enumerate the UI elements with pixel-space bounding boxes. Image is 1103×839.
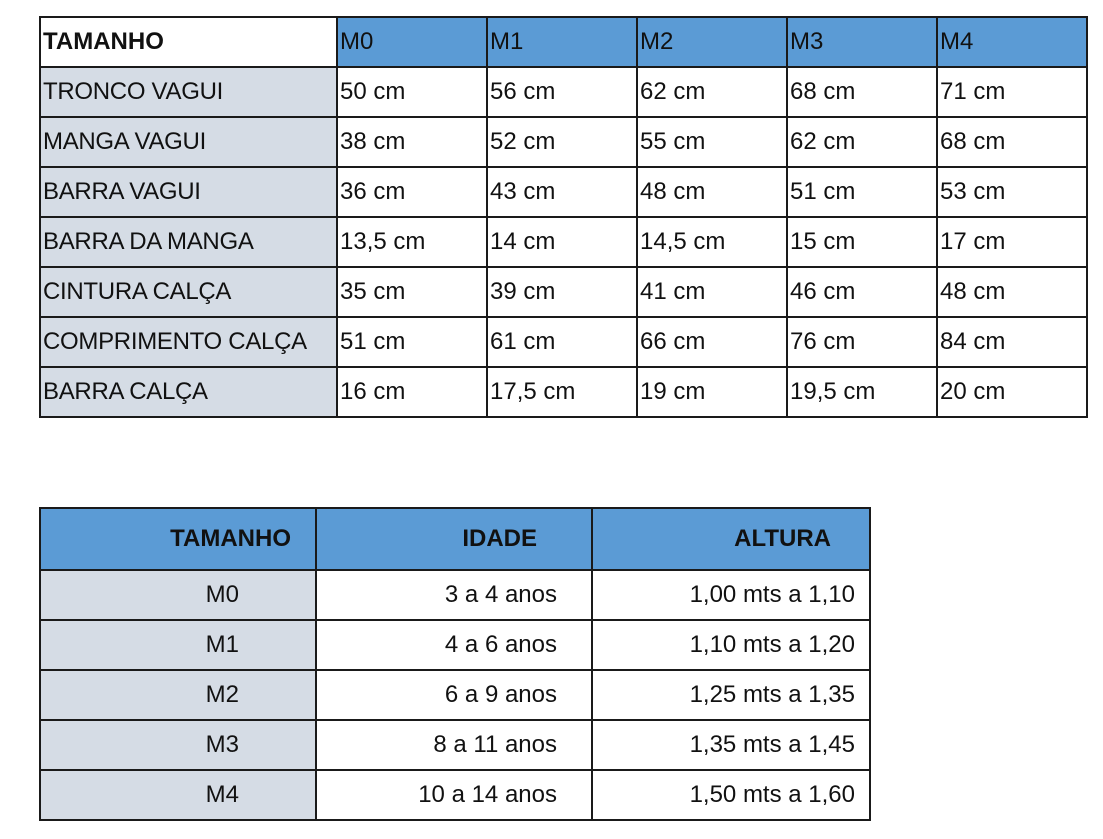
table-cell: 14,5 cm [637,217,787,267]
size-header-m3: M3 [787,17,937,67]
table-cell: 17,5 cm [487,367,637,417]
table-cell: 53 cm [937,167,1087,217]
table-row [40,670,870,720]
measurements-table [39,16,1088,418]
age-table-header-row [40,508,870,570]
age-cell: 10 a 14 anos [316,770,592,820]
row-label: CINTURA CALÇA [40,267,337,317]
table-cell: 17 cm [937,217,1087,267]
age-table-header-size: TAMANHO [40,508,316,570]
table-cell: 20 cm [937,367,1087,417]
height-cell: 1,00 mts a 1,10 [592,570,870,620]
table-cell: 43 cm [487,167,637,217]
age-table-header-age: IDADE [316,508,592,570]
table-cell: 15 cm [787,217,937,267]
table-cell: 66 cm [637,317,787,367]
table-row [40,367,1087,417]
height-cell: 1,25 mts a 1,35 [592,670,870,720]
table-cell: 55 cm [637,117,787,167]
table-cell: 52 cm [487,117,637,167]
size-cell: M0 [40,570,316,620]
table-row [40,217,1087,267]
table-row [40,620,870,670]
row-label: TRONCO VAGUI [40,67,337,117]
measurements-header-label: TAMANHO [40,17,337,67]
table-cell: 19 cm [637,367,787,417]
row-label: MANGA VAGUI [40,117,337,167]
table-row [40,770,870,820]
table-cell: 13,5 cm [337,217,487,267]
age-cell: 3 a 4 anos [316,570,592,620]
table-cell: 41 cm [637,267,787,317]
table-cell: 51 cm [337,317,487,367]
row-label: COMPRIMENTO CALÇA [40,317,337,367]
table-row [40,267,1087,317]
table-cell: 76 cm [787,317,937,367]
table-row [40,67,1087,117]
table-cell: 35 cm [337,267,487,317]
table-row [40,167,1087,217]
table-cell: 36 cm [337,167,487,217]
measurements-header-row [40,17,1087,67]
size-header-m4: M4 [937,17,1087,67]
table-cell: 46 cm [787,267,937,317]
size-cell: M3 [40,720,316,770]
table-cell: 68 cm [787,67,937,117]
age-cell: 6 a 9 anos [316,670,592,720]
height-cell: 1,50 mts a 1,60 [592,770,870,820]
table-cell: 39 cm [487,267,637,317]
table-row [40,117,1087,167]
table-row [40,570,870,620]
table-cell: 50 cm [337,67,487,117]
size-header-m2: M2 [637,17,787,67]
table-cell: 62 cm [637,67,787,117]
table-cell: 48 cm [937,267,1087,317]
size-cell: M1 [40,620,316,670]
table-cell: 84 cm [937,317,1087,367]
table-cell: 38 cm [337,117,487,167]
table-cell: 61 cm [487,317,637,367]
row-label: BARRA DA MANGA [40,217,337,267]
size-cell: M4 [40,770,316,820]
height-cell: 1,10 mts a 1,20 [592,620,870,670]
table-cell: 14 cm [487,217,637,267]
age-cell: 8 a 11 anos [316,720,592,770]
table-cell: 19,5 cm [787,367,937,417]
size-header-m0: M0 [337,17,487,67]
height-cell: 1,35 mts a 1,45 [592,720,870,770]
table-cell: 16 cm [337,367,487,417]
table-cell: 68 cm [937,117,1087,167]
age-cell: 4 a 6 anos [316,620,592,670]
size-header-m1: M1 [487,17,637,67]
table-row [40,317,1087,367]
table-cell: 62 cm [787,117,937,167]
row-label: BARRA VAGUI [40,167,337,217]
age-height-table [39,507,871,821]
age-table-header-height: ALTURA [592,508,870,570]
table-cell: 56 cm [487,67,637,117]
table-cell: 71 cm [937,67,1087,117]
size-cell: M2 [40,670,316,720]
table-cell: 48 cm [637,167,787,217]
table-row [40,720,870,770]
row-label: BARRA CALÇA [40,367,337,417]
table-cell: 51 cm [787,167,937,217]
